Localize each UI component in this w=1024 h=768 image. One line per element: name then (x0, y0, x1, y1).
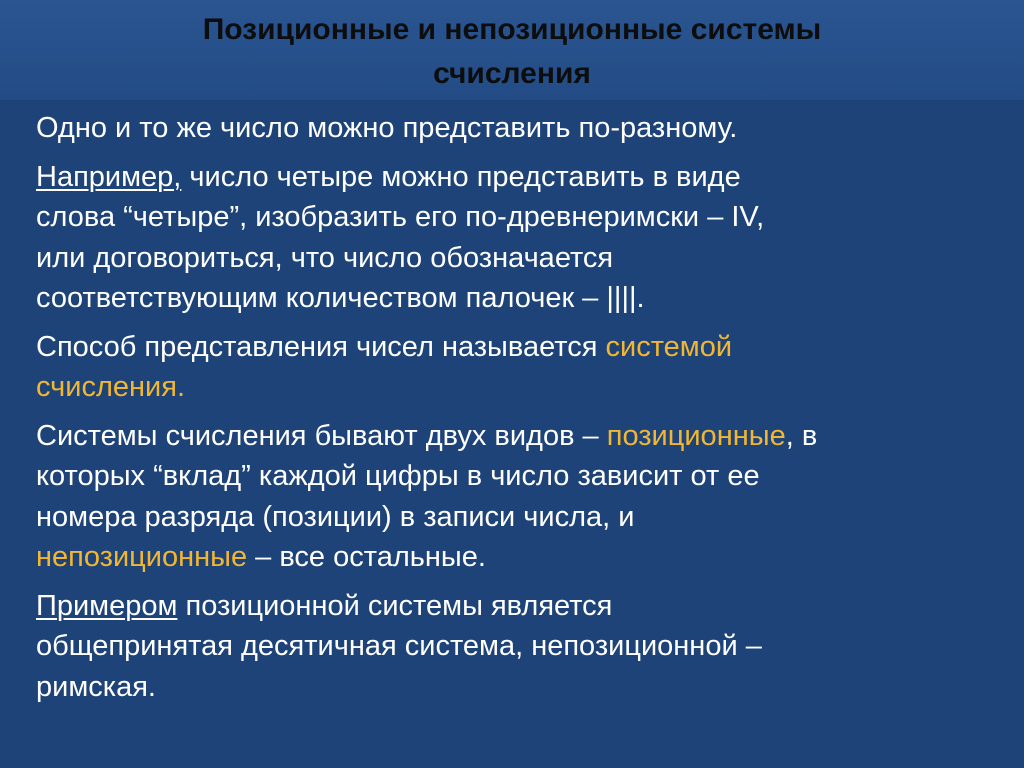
paragraph-4 (36, 416, 996, 578)
paragraph-4-line-1a: Системы счисления бывают двух видов – (36, 419, 607, 452)
paragraph-4-line-1b: , в (785, 419, 818, 452)
paragraph-2-line-1: число четыре можно представить в виде (181, 160, 741, 193)
highlight-positional: позиционные (606, 419, 786, 452)
paragraph-3-line-1: Способ представления чисел называется (36, 330, 606, 363)
highlight-number-system-2: счисления. (36, 371, 186, 403)
paragraph-2-line-4: соответствующим количеством палочек – ||||. (36, 282, 645, 314)
paragraph-3 (36, 327, 996, 408)
paragraph-5-line-2: общепринятая десятичная система, непозиционной – (36, 630, 762, 662)
slide-body (36, 108, 996, 715)
slide-title-line-2: счисления (433, 57, 591, 90)
highlight-non-positional: непозиционные (36, 541, 248, 573)
highlight-number-system-1: системой (605, 330, 733, 363)
paragraph-2 (36, 157, 996, 319)
paragraph-4-line-3: номера разряда (позиции) в записи числа, и (36, 500, 635, 533)
slide-title-line-1: Позиционные и непозиционные системы (202, 13, 822, 46)
slide-title (80, 8, 944, 96)
paragraph-4-line-2: которых “вклад” каждой цифры в число зависит от ее (36, 460, 760, 492)
example-lead-2-underlined: Примером (36, 589, 178, 622)
paragraph-2-line-3: или договориться, что число обозначается (36, 241, 614, 274)
paragraph-4-line-4: – все остальные. (247, 541, 486, 573)
paragraph-1-text: Одно и то же число можно представить по-разному. (36, 112, 738, 144)
paragraph-5 (36, 586, 996, 708)
paragraph-1 (36, 108, 996, 149)
paragraph-2-line-2: слова “четыре”, изобразить его по-древнеримски – IV, (36, 201, 765, 233)
paragraph-5-line-1: позиционной системы является (177, 589, 613, 622)
example-lead-underlined: Например, (36, 160, 182, 193)
paragraph-5-line-3: римская. (36, 670, 156, 703)
